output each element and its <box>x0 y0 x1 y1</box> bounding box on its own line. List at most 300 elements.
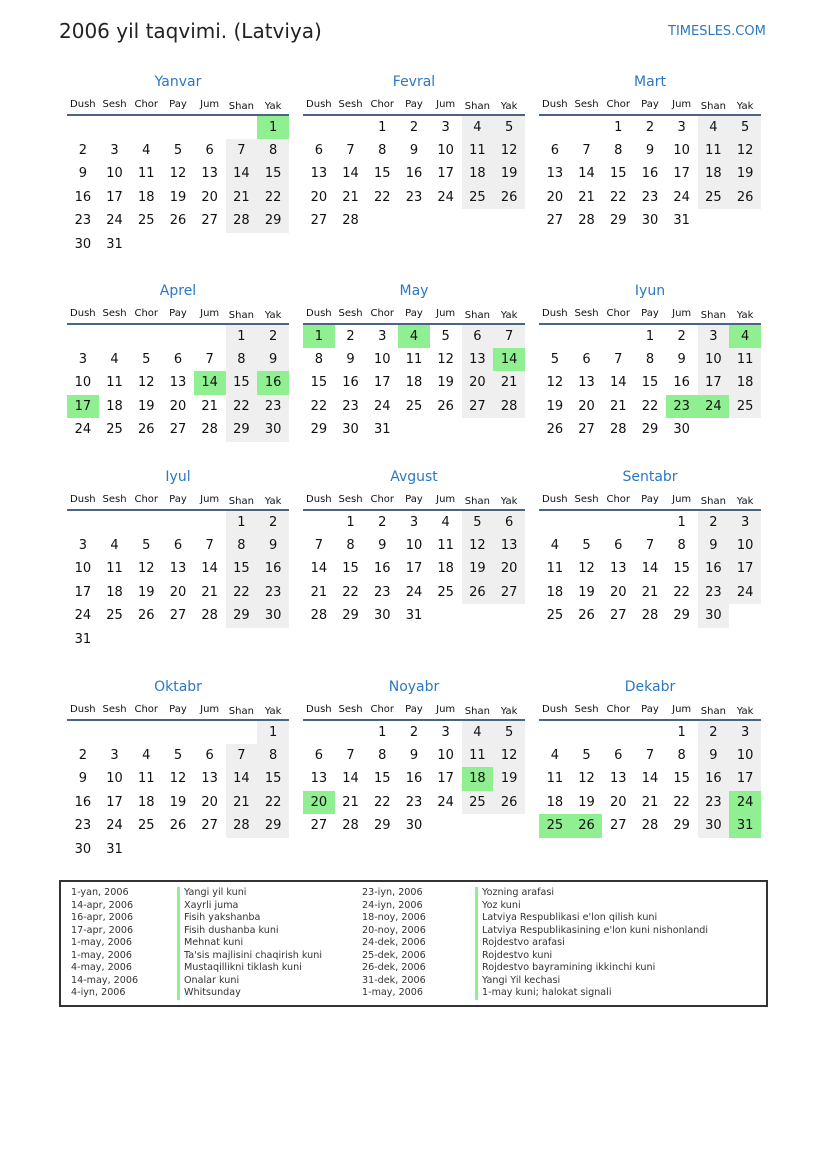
day-cell: 2 <box>698 720 730 744</box>
day-cell: 18 <box>437 561 454 577</box>
day-cell: 14 <box>578 166 595 182</box>
day-cell: 27 <box>493 581 525 605</box>
day-cell: 23 <box>257 581 289 605</box>
holiday-legend <box>59 880 768 1007</box>
day-cell: 10 <box>729 744 761 768</box>
day-cell: 9 <box>78 771 87 787</box>
legend-holiday-name: Rojdestvo bayramining ikkinchi kuni <box>475 962 655 975</box>
empty-cell <box>67 324 99 348</box>
day-cell: 5 <box>173 142 183 158</box>
day-cell: 2 <box>78 747 87 763</box>
empty-cell <box>257 838 289 862</box>
day-cell: 12 <box>437 351 454 367</box>
day-cell: 27 <box>546 213 564 229</box>
weekday-header: Shan <box>462 94 494 115</box>
day-cell: 19 <box>578 794 595 810</box>
empty-cell <box>226 720 258 744</box>
holiday-day-cell: 4 <box>729 324 761 348</box>
empty-cell <box>539 324 571 348</box>
day-cell: 13 <box>201 771 218 787</box>
day-cell: 6 <box>614 537 623 553</box>
day-cell: 8 <box>378 142 387 158</box>
day-cell: 30 <box>257 418 289 442</box>
day-cell: 27 <box>169 608 187 624</box>
day-cell: 12 <box>169 771 187 787</box>
day-cell: 9 <box>257 348 289 372</box>
empty-cell <box>130 838 162 862</box>
day-cell: 18 <box>405 375 423 391</box>
day-cell: 1 <box>226 510 258 534</box>
day-cell: 7 <box>346 142 355 158</box>
day-cell: 22 <box>257 186 289 210</box>
day-cell: 9 <box>257 534 289 558</box>
day-cell: 3 <box>110 747 119 763</box>
day-cell: 7 <box>645 747 655 763</box>
weekday-header: Yak <box>257 303 289 324</box>
legend-date: 25-dek, 2006 <box>362 949 426 961</box>
empty-cell <box>99 324 131 348</box>
day-cell: 17 <box>106 794 123 810</box>
day-cell: 21 <box>342 794 359 810</box>
day-cell: 20 <box>578 398 595 414</box>
day-cell: 10 <box>106 771 123 787</box>
day-cell: 1 <box>378 724 387 740</box>
day-cell: 22 <box>609 189 627 205</box>
weekday-header: Shan <box>226 303 258 324</box>
day-cell: 15 <box>609 166 627 182</box>
day-cell: 13 <box>493 534 525 558</box>
empty-cell <box>729 209 761 233</box>
day-cell: 17 <box>74 584 92 600</box>
weekday-header: Sesh <box>335 303 367 324</box>
empty-cell <box>99 628 131 652</box>
empty-cell <box>462 418 494 442</box>
day-cell: 17 <box>373 375 391 391</box>
month-oktabr <box>67 677 289 861</box>
day-cell: 27 <box>609 818 627 834</box>
day-cell: 11 <box>462 744 494 768</box>
legend-holiday-name: 1-may kuni; halokat signali <box>475 987 612 1000</box>
month-name: Avgust <box>390 469 438 485</box>
day-cell: 7 <box>314 537 323 553</box>
page-title: 2006 yil taqvimi. (Latviya) <box>59 19 322 43</box>
weekday-header: Yak <box>729 699 761 720</box>
empty-cell <box>539 510 571 534</box>
month-name: Noyabr <box>388 679 440 695</box>
day-cell: 4 <box>550 537 559 553</box>
legend-holiday-name: Mustaqillikni tiklash kuni <box>177 962 302 975</box>
day-cell: 3 <box>110 142 119 158</box>
holiday-day-cell: 1 <box>303 324 335 348</box>
day-cell: 12 <box>546 375 564 391</box>
day-cell: 21 <box>342 189 359 205</box>
day-cell: 26 <box>493 186 525 210</box>
site-link[interactable]: TIMESLES.COM <box>668 24 766 39</box>
legend-holiday-name: Yozning arafasi <box>475 887 554 900</box>
weekday-header: Sesh <box>571 489 603 510</box>
legend-date: 1-yan, 2006 <box>71 887 129 898</box>
empty-cell <box>226 233 258 257</box>
day-cell: 30 <box>405 818 423 834</box>
empty-cell <box>539 720 571 744</box>
day-cell: 19 <box>137 584 155 600</box>
day-cell: 30 <box>257 604 289 628</box>
day-cell: 29 <box>257 209 289 233</box>
day-cell: 9 <box>346 351 355 367</box>
day-cell: 15 <box>310 375 328 391</box>
holiday-day-cell: 16 <box>257 371 289 395</box>
day-cell: 5 <box>493 115 525 139</box>
weekday-header: Dush <box>303 489 335 510</box>
day-cell: 7 <box>582 142 591 158</box>
day-cell: 4 <box>698 115 730 139</box>
day-cell: 11 <box>137 771 155 787</box>
day-cell: 16 <box>405 166 423 182</box>
day-cell: 2 <box>257 324 289 348</box>
day-cell: 30 <box>74 236 92 252</box>
empty-cell <box>430 814 462 838</box>
weekday-header: Chor <box>366 489 398 510</box>
day-cell: 2 <box>698 510 730 534</box>
month-grid <box>303 489 525 628</box>
weekday-header: Yak <box>493 489 525 510</box>
day-cell: 18 <box>137 794 155 810</box>
empty-cell <box>303 720 335 744</box>
day-cell: 31 <box>106 841 123 857</box>
day-cell: 19 <box>578 584 595 600</box>
weekday-header: Shan <box>698 699 730 720</box>
day-cell: 31 <box>106 236 123 252</box>
day-cell: 27 <box>201 213 218 229</box>
day-cell: 6 <box>205 142 214 158</box>
empty-cell <box>634 720 666 744</box>
day-cell: 3 <box>729 510 761 534</box>
empty-cell <box>462 209 494 233</box>
empty-cell <box>99 720 131 744</box>
legend-holiday-name: Rojdestvo arafasi <box>475 937 565 950</box>
weekday-header: Jum <box>194 303 226 324</box>
empty-cell <box>571 720 603 744</box>
empty-cell <box>99 115 131 139</box>
holiday-day-cell: 23 <box>666 395 698 419</box>
legend-holiday-name: Mehnat kuni <box>177 937 243 950</box>
day-cell: 26 <box>729 186 761 210</box>
legend-holiday-name: Yoz kuni <box>475 900 521 913</box>
month-aprel <box>67 281 289 442</box>
holiday-day-cell: 26 <box>571 814 603 838</box>
day-cell: 21 <box>609 398 627 414</box>
day-cell: 21 <box>310 584 328 600</box>
day-cell: 28 <box>310 608 328 624</box>
day-cell: 4 <box>462 115 494 139</box>
empty-cell <box>398 418 430 442</box>
day-cell: 14 <box>201 561 218 577</box>
day-cell: 21 <box>493 371 525 395</box>
day-cell: 21 <box>201 584 218 600</box>
day-cell: 15 <box>342 561 359 577</box>
day-cell: 16 <box>698 557 730 581</box>
legend-date: 14-apr, 2006 <box>71 899 134 911</box>
legend-date: 18-noy, 2006 <box>362 912 426 923</box>
weekday-header: Pay <box>398 699 430 720</box>
month-sentabr <box>539 467 761 628</box>
month-grid <box>303 303 525 442</box>
empty-cell <box>194 628 226 652</box>
day-cell: 25 <box>106 422 123 438</box>
legend-date: 4-iyn, 2006 <box>71 987 126 998</box>
day-cell: 9 <box>677 351 686 367</box>
holiday-day-cell: 18 <box>462 767 494 791</box>
day-cell: 9 <box>409 747 419 763</box>
day-cell: 27 <box>310 818 328 834</box>
day-cell: 5 <box>462 510 494 534</box>
month-name: Iyun <box>634 283 666 299</box>
day-cell: 24 <box>729 581 761 605</box>
day-cell: 12 <box>578 771 595 787</box>
day-cell: 20 <box>169 398 187 414</box>
weekday-header: Yak <box>257 489 289 510</box>
weekday-header: Jum <box>666 699 698 720</box>
weekday-header: Shan <box>462 699 494 720</box>
holiday-day-cell: 17 <box>67 395 99 419</box>
day-cell: 24 <box>437 189 454 205</box>
day-cell: 26 <box>169 213 187 229</box>
day-cell: 14 <box>310 561 328 577</box>
day-cell: 16 <box>673 375 690 391</box>
legend-date: 20-noy, 2006 <box>362 924 426 936</box>
day-cell: 21 <box>201 398 218 414</box>
weekday-header: Pay <box>162 489 194 510</box>
day-cell: 23 <box>257 395 289 419</box>
legend-date: 17-apr, 2006 <box>71 924 134 936</box>
day-cell: 6 <box>173 351 183 367</box>
day-cell: 20 <box>310 189 328 205</box>
weekday-header: Shan <box>226 699 258 720</box>
empty-cell <box>462 604 494 628</box>
day-cell: 10 <box>437 142 454 158</box>
weekday-header: Yak <box>493 303 525 324</box>
day-cell: 9 <box>78 166 87 182</box>
day-cell: 24 <box>673 189 690 205</box>
day-cell: 22 <box>257 791 289 815</box>
empty-cell <box>430 604 462 628</box>
day-cell: 10 <box>405 537 423 553</box>
day-cell: 2 <box>645 119 655 135</box>
month-grid <box>539 489 761 628</box>
day-cell: 29 <box>609 213 627 229</box>
day-cell: 4 <box>550 747 559 763</box>
day-cell: 15 <box>226 371 258 395</box>
empty-cell <box>602 720 634 744</box>
day-cell: 8 <box>257 139 289 163</box>
day-cell: 22 <box>310 398 328 414</box>
empty-cell <box>303 115 335 139</box>
legend-holiday-name: Xayrli juma <box>177 900 238 913</box>
day-cell: 3 <box>78 537 87 553</box>
day-cell: 27 <box>578 422 595 438</box>
day-cell: 21 <box>641 584 659 600</box>
weekday-header: Pay <box>162 303 194 324</box>
day-cell: 28 <box>641 818 659 834</box>
weekday-header: Pay <box>634 303 666 324</box>
weekday-header: Yak <box>729 94 761 115</box>
day-cell: 23 <box>405 189 423 205</box>
day-cell: 18 <box>546 584 564 600</box>
empty-cell <box>130 628 162 652</box>
month-name: Iyul <box>165 469 191 485</box>
day-cell: 6 <box>493 510 525 534</box>
empty-cell <box>698 209 730 233</box>
empty-cell <box>634 510 666 534</box>
day-cell: 23 <box>405 794 423 810</box>
weekday-header: Yak <box>257 699 289 720</box>
empty-cell <box>462 814 494 838</box>
empty-cell <box>493 814 525 838</box>
weekday-header: Jum <box>430 699 462 720</box>
day-cell: 4 <box>441 514 450 530</box>
weekday-header: Jum <box>666 94 698 115</box>
day-cell: 28 <box>493 395 525 419</box>
day-cell: 21 <box>578 189 595 205</box>
day-cell: 31 <box>673 213 690 229</box>
day-cell: 20 <box>493 557 525 581</box>
day-cell: 19 <box>169 189 187 205</box>
empty-cell <box>335 115 367 139</box>
day-cell: 29 <box>641 422 659 438</box>
empty-cell <box>194 720 226 744</box>
day-cell: 28 <box>201 422 218 438</box>
weekday-header: Sesh <box>571 94 603 115</box>
day-cell: 17 <box>729 557 761 581</box>
day-cell: 18 <box>546 794 564 810</box>
day-cell: 8 <box>346 537 355 553</box>
day-cell: 14 <box>226 767 258 791</box>
weekday-header: Sesh <box>99 303 131 324</box>
month-fevral <box>303 72 525 233</box>
day-cell: 1 <box>346 514 355 530</box>
day-cell: 27 <box>201 818 218 834</box>
empty-cell <box>67 115 99 139</box>
day-cell: 8 <box>645 351 655 367</box>
weekday-header: Sesh <box>335 94 367 115</box>
day-cell: 3 <box>441 119 450 135</box>
day-cell: 23 <box>641 189 659 205</box>
legend-holiday-name: Latviya Respublikasining e'lon kuni nishonlandi <box>475 925 708 938</box>
empty-cell <box>257 628 289 652</box>
day-cell: 6 <box>314 747 323 763</box>
day-cell: 21 <box>226 791 258 815</box>
empty-cell <box>162 115 194 139</box>
holiday-day-cell: 24 <box>729 791 761 815</box>
day-cell: 30 <box>74 841 92 857</box>
day-cell: 23 <box>342 398 359 414</box>
day-cell: 8 <box>614 142 623 158</box>
weekday-header: Shan <box>698 303 730 324</box>
legend-date: 1-may, 2006 <box>71 937 132 948</box>
day-cell: 27 <box>462 395 494 419</box>
weekday-header: Dush <box>539 94 571 115</box>
weekday-header: Chor <box>366 699 398 720</box>
empty-cell <box>194 838 226 862</box>
day-cell: 11 <box>106 561 123 577</box>
weekday-header: Dush <box>67 303 99 324</box>
month-grid <box>303 699 525 838</box>
day-cell: 28 <box>641 608 659 624</box>
month-grid <box>67 489 289 651</box>
day-cell: 21 <box>641 794 659 810</box>
day-cell: 25 <box>698 186 730 210</box>
day-cell: 1 <box>677 514 686 530</box>
day-cell: 9 <box>698 744 730 768</box>
empty-cell <box>130 324 162 348</box>
day-cell: 26 <box>578 608 595 624</box>
weekday-header: Sesh <box>335 699 367 720</box>
day-cell: 13 <box>169 561 187 577</box>
day-cell: 5 <box>142 537 151 553</box>
day-cell: 10 <box>74 375 92 391</box>
empty-cell <box>194 510 226 534</box>
weekday-header: Jum <box>430 489 462 510</box>
empty-cell <box>130 233 162 257</box>
day-cell: 20 <box>462 371 494 395</box>
day-cell: 19 <box>493 767 525 791</box>
day-cell: 3 <box>441 724 450 740</box>
day-cell: 4 <box>462 720 494 744</box>
weekday-header: Dush <box>303 303 335 324</box>
month-noyabr <box>303 677 525 838</box>
day-cell: 9 <box>645 142 655 158</box>
holiday-day-cell: 24 <box>698 395 730 419</box>
empty-cell <box>130 720 162 744</box>
weekday-header: Shan <box>226 489 258 510</box>
day-cell: 28 <box>609 422 627 438</box>
day-cell: 24 <box>106 818 123 834</box>
day-cell: 25 <box>106 608 123 624</box>
day-cell: 19 <box>137 398 155 414</box>
day-cell: 1 <box>378 119 387 135</box>
day-cell: 26 <box>137 422 155 438</box>
day-cell: 6 <box>462 324 494 348</box>
empty-cell <box>257 233 289 257</box>
legend-holiday-name: Fisih dushanba kuni <box>177 925 279 938</box>
weekday-header: Dush <box>539 489 571 510</box>
day-cell: 16 <box>641 166 659 182</box>
weekday-header: Pay <box>634 699 666 720</box>
day-cell: 17 <box>673 166 690 182</box>
legend-holiday-name: Onalar kuni <box>177 975 239 988</box>
day-cell: 9 <box>698 534 730 558</box>
day-cell: 6 <box>314 142 323 158</box>
day-cell: 2 <box>378 514 387 530</box>
day-cell: 27 <box>609 608 627 624</box>
day-cell: 6 <box>550 142 559 158</box>
day-cell: 24 <box>74 608 92 624</box>
day-cell: 17 <box>106 189 123 205</box>
day-cell: 10 <box>437 747 454 763</box>
day-cell: 23 <box>373 584 391 600</box>
day-cell: 19 <box>546 398 564 414</box>
day-cell: 25 <box>137 213 155 229</box>
month-iyun <box>539 281 761 442</box>
day-cell: 17 <box>405 561 423 577</box>
weekday-header: Chor <box>130 489 162 510</box>
day-cell: 22 <box>673 584 690 600</box>
day-cell: 1 <box>645 328 655 344</box>
weekday-header: Jum <box>666 303 698 324</box>
day-cell: 28 <box>342 213 359 229</box>
day-cell: 8 <box>314 351 323 367</box>
day-cell: 26 <box>546 422 564 438</box>
